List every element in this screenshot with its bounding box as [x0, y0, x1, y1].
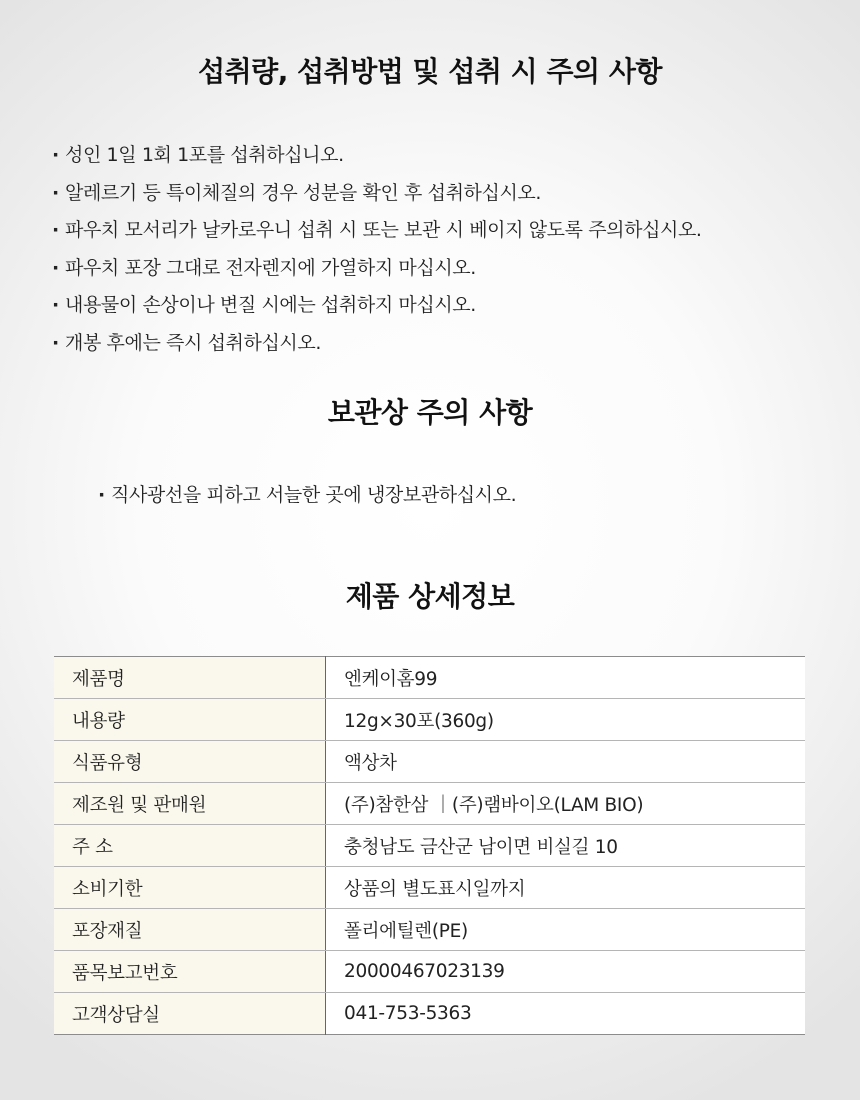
row-value: 041-753-5363	[326, 993, 806, 1035]
intake-caution-item: · 알레르기 등 특이체질의 경우 성분을 확인 후 섭취하십시오.	[52, 175, 702, 213]
intake-caution-item: · 성인 1일 1회 1포를 섭취하십니오.	[52, 137, 702, 175]
table-row	[54, 825, 805, 867]
row-value: 12g×30포(360g)	[326, 699, 806, 741]
intake-section-title: 섭취량, 섭취방법 및 섭취 시 주의 사항	[198, 55, 662, 88]
row-label: 내용량	[54, 699, 326, 741]
row-label: 식품유형	[54, 741, 326, 783]
intake-caution-list	[52, 137, 702, 362]
row-label: 제품명	[54, 657, 326, 699]
table-row	[54, 657, 805, 699]
row-label: 고객상담실	[54, 993, 326, 1035]
table-row	[54, 867, 805, 909]
storage-caution-item: · 직사광선을 피하고 서늘한 곳에 냉장보관하십시오.	[98, 477, 516, 515]
row-value: 20000467023139	[326, 951, 806, 993]
row-label: 포장재질	[54, 909, 326, 951]
row-value: 상품의 별도표시일까지	[326, 867, 806, 909]
row-value: 엔케이홈99	[326, 657, 806, 699]
row-label: 주 소	[54, 825, 326, 867]
table-row	[54, 741, 805, 783]
row-value: 액상차	[326, 741, 806, 783]
row-label: 품목보고번호	[54, 951, 326, 993]
table-row	[54, 909, 805, 951]
product-section-title: 제품 상세정보	[345, 580, 515, 613]
intake-caution-item: · 파우치 포장 그대로 전자렌지에 가열하지 마십시오.	[52, 250, 702, 288]
storage-caution-list	[98, 477, 516, 515]
table-row	[54, 699, 805, 741]
table-row	[54, 783, 805, 825]
row-value: 충청남도 금산군 남이면 비실길 10	[326, 825, 806, 867]
row-label: 소비기한	[54, 867, 326, 909]
intake-caution-item: · 내용물이 손상이나 변질 시에는 섭취하지 마십시오.	[52, 287, 702, 325]
row-value: (주)참한삼 ｜(주)램바이오(LAM BIO)	[326, 783, 806, 825]
row-value: 폴리에틸렌(PE)	[326, 909, 806, 951]
intake-caution-item: · 개봉 후에는 즉시 섭취하십시오.	[52, 325, 702, 363]
product-detail-table	[54, 656, 805, 1035]
intake-caution-item: · 파우치 모서리가 날카로우니 섭취 시 또는 보관 시 베이지 않도록 주의하십시오.	[52, 212, 702, 250]
table-row	[54, 993, 805, 1035]
storage-section-title: 보관상 주의 사항	[327, 396, 533, 429]
table-row	[54, 951, 805, 993]
row-label: 제조원 및 판매원	[54, 783, 326, 825]
